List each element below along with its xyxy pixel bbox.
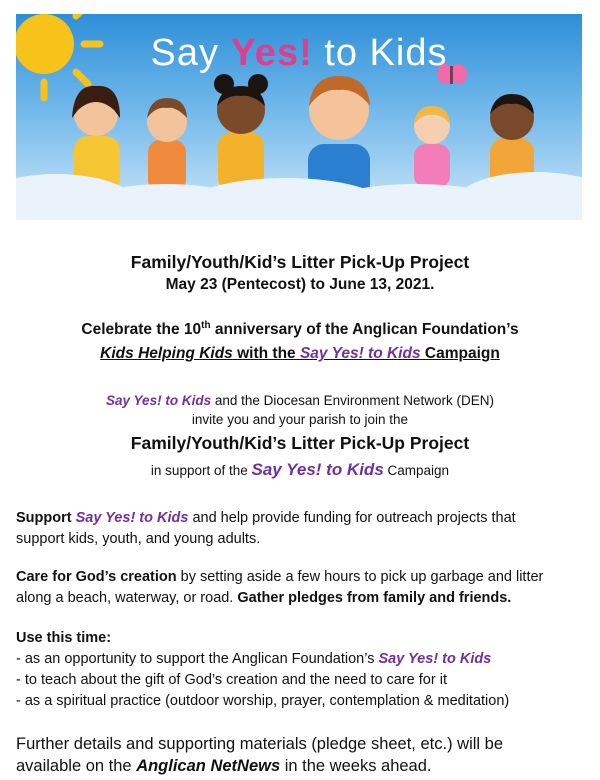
celebrate-line-2: Kids Helping Kids with the Say Yes! to Kids Campaign [100, 345, 500, 362]
kid-5-illustration [414, 106, 450, 188]
clouds-illustration [16, 172, 582, 220]
support-paragraph: Support Say Yes! to Kids and help provide funding for outreach projects that support kids, youth, and young adults. [16, 510, 516, 547]
care-paragraph: Care for God’s creation by setting aside a few hours to pick up garbage and litter along a beach, waterway, or road. Gather pledges from family and friends. [16, 569, 544, 606]
list-item: - as an opportunity to support the Anglican Foundation’s Say Yes! to Kids [16, 651, 492, 667]
kid-3-illustration [214, 74, 268, 192]
further-details: Further details and supporting materials (pledge sheet, etc.) will be available on the Anglican NetNews in the weeks ahead. [16, 735, 503, 775]
say-yes-banner [16, 14, 582, 220]
list-item: - to teach about the gift of God’s creation and the need to care for it [16, 672, 447, 688]
list-item: - as a spiritual practice (outdoor worship, prayer, contemplation & meditation) [16, 693, 510, 709]
use-time-heading: Use this time: [16, 630, 112, 646]
celebrate-line-1: Celebrate the 10th anniversary of the Anglican Foundation’s [81, 320, 519, 339]
invite-line-4: in support of the Say Yes! to Kids Campaign [150, 460, 450, 479]
project-dates: May 23 (Pentecost) to June 13, 2021. [165, 276, 435, 293]
invite-line-2: invite you and your parish to join the [191, 412, 409, 427]
banner-title: Say Yes! to Kids [150, 32, 448, 74]
invite-project-title: Family/Youth/Kid’s Litter Pick-Up Project [130, 433, 470, 453]
project-title: Family/Youth/Kid’s Litter Pick-Up Project [130, 252, 470, 272]
kid-2-illustration [147, 98, 187, 192]
invite-line-1: Say Yes! to Kids and the Diocesan Environment Network (DEN) [106, 393, 494, 408]
use-time-list [16, 628, 586, 712]
